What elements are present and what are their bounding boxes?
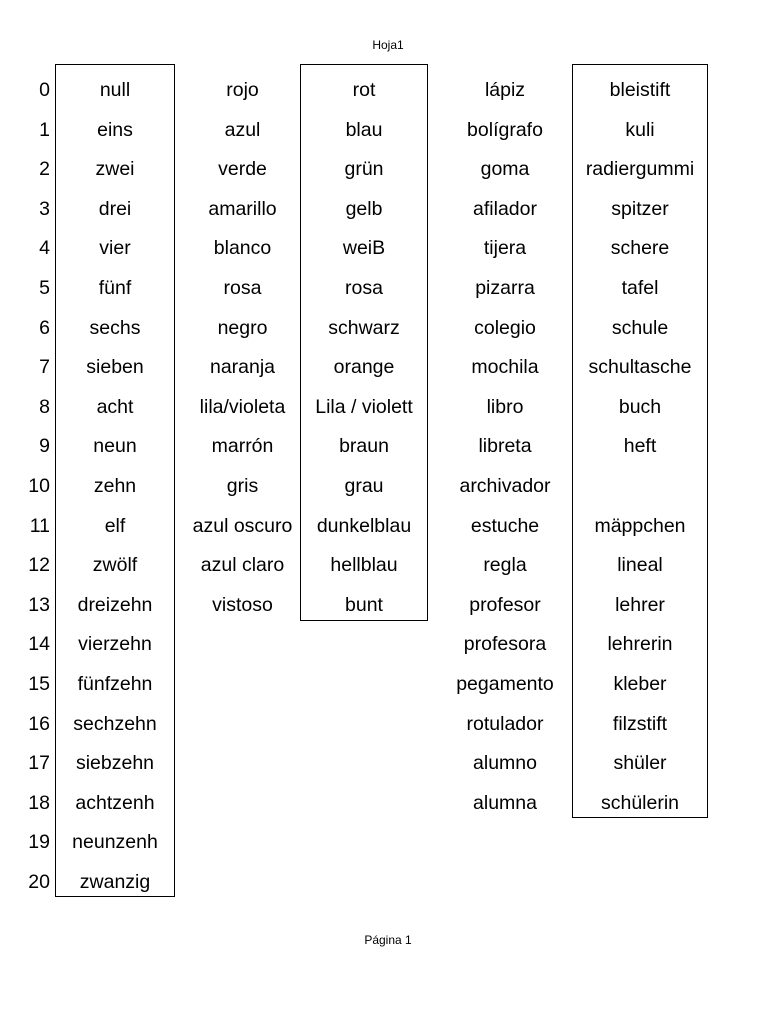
german-numbers-cell: vierzehn [78,633,152,656]
german-school-cell: shüler [613,752,667,775]
german-school-cell: kuli [625,118,655,141]
german-school-cell: bleistift [609,79,671,101]
german-school-cell: schultasche [588,356,692,379]
german-colors-cell: weiB [342,237,386,260]
spanish-school-cell: alumna [473,791,537,814]
spanish-school-cell: profesor [469,593,541,616]
german-colors-cell: hellblau [330,554,398,577]
german-numbers-cell: fünfzehn [77,673,153,695]
numbers-cell: 10 [28,475,50,497]
spanish-school-cell: alumno [473,752,537,775]
german-school-cell: kleber [613,673,667,695]
numbers-cell: 11 [29,514,50,537]
german-numbers-cell: zwölf [92,554,138,577]
numbers-cell: 18 [28,791,50,814]
numbers-cell: 9 [39,435,50,458]
numbers-cell: 8 [39,395,50,418]
spanish-colors-cell: azul [224,118,261,141]
spanish-colors-cell: naranja [209,356,276,379]
german-numbers-cell: neun [93,435,137,458]
spanish-colors-cell: verde [218,158,267,181]
german-numbers-cell: null [99,79,131,101]
german-school-cell: heft [623,435,657,458]
german-school-cell: filzstift [612,712,668,735]
spanish-colors-cell: blanco [213,237,272,260]
german-colors-cell: dunkelblau [316,514,412,537]
german-school-cell: lehrer [615,593,665,616]
spanish-colors-cell: negro [217,316,268,339]
numbers-cell: 19 [28,831,50,854]
german-numbers-cell: vier [99,237,131,260]
spanish-school-cell: pegamento [456,673,554,695]
spanish-school-cell: tijera [483,237,527,260]
german-colors-cell: rosa [345,277,383,299]
spanish-school-cell: libreta [478,435,532,458]
german-school-cell: schülerin [600,791,680,814]
spanish-school-cell: estuche [470,514,540,537]
german-school-cell: buch [618,395,662,418]
german-colors-cell: blau [345,118,383,141]
german-school-cell [572,467,708,507]
numbers-cell: 7 [39,356,50,379]
numbers-cell: 3 [39,197,50,220]
numbers-cell: 17 [28,752,50,775]
german-numbers-cell: sechzehn [73,712,157,735]
german-numbers-cell: acht [96,395,134,418]
numbers-cell: 1 [39,118,50,141]
german-colors-cell: schwarz [328,316,400,339]
spanish-school-cell: profesora [463,633,547,656]
spanish-school-cell: mochila [471,356,539,379]
german-numbers-cell: drei [98,197,132,220]
numbers-cell: 2 [39,158,50,181]
spanish-school-cell: goma [480,158,530,181]
spanish-school-cell: pizarra [475,277,535,299]
german-numbers-cell: elf [104,514,126,537]
german-colors-cell: bunt [345,593,383,616]
german-numbers-cell: siebzehn [75,752,155,775]
german-colors-cell: orange [333,356,395,379]
german-school-cell: tafel [621,277,659,299]
spanish-school-cell: colegio [474,316,536,339]
german-numbers-cell: sechs [89,316,141,339]
german-numbers-cell: dreizehn [77,593,153,616]
sheet-title: Hoja1 [372,38,404,52]
german-school-cell: schere [610,237,670,260]
german-school-cell: lehrerin [607,633,673,656]
german-colors-cell: grau [344,475,384,497]
spanish-colors-cell: rosa [223,277,262,299]
numbers-cell: 12 [28,554,50,577]
german-school-cell: schule [611,316,669,339]
spanish-school-cell: bolígrafo [467,118,543,141]
spanish-school-cell: regla [483,554,527,577]
german-colors-cell: braun [339,435,389,458]
spanish-school-cell: archivador [459,475,551,497]
spanish-colors-cell: gris [226,475,259,497]
spanish-colors-cell: marrón [211,435,274,458]
spanish-colors-cell: vistoso [212,593,273,616]
spanish-school-cell: lápiz [484,79,526,101]
numbers-cell: 14 [28,633,50,656]
spanish-colors-cell: lila/violeta [199,395,286,418]
german-numbers-cell: achtzenh [75,791,155,814]
german-numbers-cell: neunzenh [72,831,158,854]
german-colors-cell: rot [352,79,376,101]
german-numbers-cell: sieben [86,356,144,379]
spanish-colors-cell: azul claro [200,554,285,577]
numbers-cell: 20 [28,871,50,893]
spanish-school-cell: libro [486,395,524,418]
numbers-cell: 0 [39,79,50,101]
numbers-cell: 15 [28,673,50,695]
spanish-colors-cell: rojo [226,79,259,101]
numbers-cell: 16 [28,712,50,735]
german-colors-cell: Lila / violett [315,395,413,418]
german-school-cell: spitzer [611,197,669,220]
german-school-cell: radiergummi [585,158,695,181]
spanish-colors-cell: amarillo [208,197,277,220]
numbers-cell: 5 [39,277,50,299]
spanish-school-cell: rotulador [466,712,544,735]
german-numbers-cell: zwei [95,158,135,181]
german-numbers-cell: zwanzig [79,871,151,893]
numbers-cell: 6 [39,316,50,339]
spanish-school-cell: afilador [473,197,537,220]
german-colors-cell: grün [344,158,384,181]
german-school-cell: mäppchen [594,514,686,537]
numbers-cell: 13 [28,593,50,616]
spanish-colors-cell: azul oscuro [192,514,293,537]
german-colors-cell: gelb [345,197,383,220]
german-numbers-cell: fünf [98,277,132,299]
page-footer: Página 1 [364,933,412,947]
german-numbers-cell: zehn [93,475,137,497]
german-numbers-cell: eins [97,118,133,141]
numbers-cell: 4 [39,237,50,260]
german-school-cell: lineal [617,554,663,577]
